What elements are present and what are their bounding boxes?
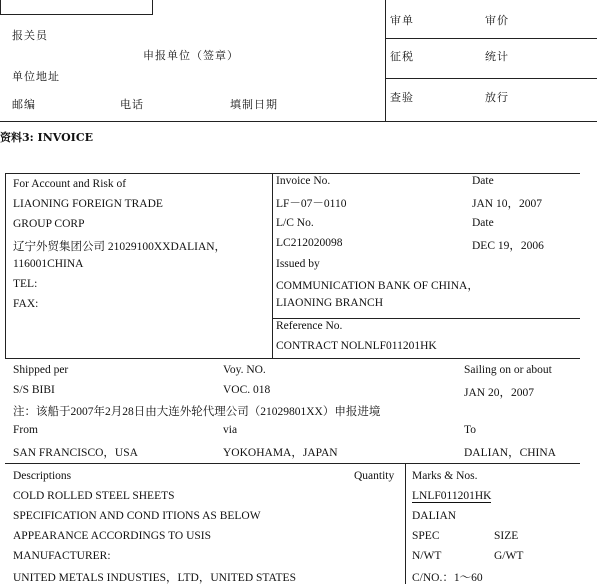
net-weight-label: N/WT xyxy=(412,550,442,562)
description-line: SPECIFICATION AND COND ITIONS AS BELOW xyxy=(13,510,261,522)
lc-no-label: L/C No. xyxy=(276,217,314,229)
account-line: LIAONING FOREIGN TRADE xyxy=(13,198,163,210)
description-line: MANUFACTURER: xyxy=(13,550,111,562)
form-grid-line xyxy=(385,38,597,39)
via-value: YOKOHAMA，JAPAN xyxy=(223,447,338,459)
phone-label: 电话 xyxy=(120,98,144,111)
declarant-label: 报关员 xyxy=(12,29,48,42)
declaring-unit-label: 申报单位（签章） xyxy=(143,49,239,62)
reference-top-line xyxy=(272,318,580,319)
shipped-per: S/S BIBI xyxy=(13,384,55,396)
from-value: SAN FRANCISCO，USA xyxy=(13,447,138,459)
voy-value: VOC. 018 xyxy=(223,384,271,396)
review-label: 审单 xyxy=(390,14,414,27)
release-label: 放行 xyxy=(485,91,509,104)
lc-date-label: Date xyxy=(472,217,494,229)
to-label: To xyxy=(464,424,476,436)
unit-address-label: 单位地址 xyxy=(12,70,60,83)
size-label: SIZE xyxy=(494,530,519,542)
form-bottom-line xyxy=(0,121,597,122)
spec-label: SPEC xyxy=(412,530,440,542)
descriptions-label: Descriptions xyxy=(13,470,72,482)
top-box-bottom-border xyxy=(0,14,153,15)
invoice-no-label: Invoice No. xyxy=(276,175,331,187)
lc-date: DEC 19，2006 xyxy=(472,240,544,252)
marks-label: Marks & Nos. xyxy=(412,470,478,482)
gross-weight-label: G/WT xyxy=(494,550,524,562)
account-line: FAX: xyxy=(13,298,39,310)
carton-numbers: C/NO.：1～60 xyxy=(412,572,483,584)
shipped-per-label: Shipped per xyxy=(13,364,69,376)
description-line: COLD ROLLED STEEL SHEETS xyxy=(13,490,175,502)
issued-by-line: COMMUNICATION BANK OF CHINA， xyxy=(276,280,479,292)
account-line: 116001CHINA xyxy=(13,258,84,270)
shipping-top-line xyxy=(5,358,580,359)
invoice-date-label: Date xyxy=(472,175,494,187)
descriptions-top-line xyxy=(5,463,580,464)
invoice-date: JAN 10，2007 xyxy=(472,198,542,210)
top-box-right-border xyxy=(152,0,153,14)
form-grid-line xyxy=(385,78,597,79)
description-line: UNITED METALS INDUSTIES，LTD，UNITED STATES xyxy=(13,572,296,584)
quantity-label: Quantity xyxy=(354,470,395,482)
account-label: For Account and Risk of xyxy=(13,178,127,190)
marks-divider xyxy=(405,463,406,584)
voy-label: Voy. NO. xyxy=(223,364,266,376)
issued-by-line: LIAONING BRANCH xyxy=(276,297,384,309)
import-note: 注：该船于2007年2月28日由大连外轮代理公司（21029801XX）申报进境 xyxy=(13,406,381,418)
invoice-top-border xyxy=(5,173,580,174)
tax-label: 征税 xyxy=(390,50,414,63)
invoice-column-divider xyxy=(272,173,273,358)
description-line: APPEARANCE ACCORDINGS TO USIS xyxy=(13,530,211,542)
sailing-value: JAN 20，2007 xyxy=(464,387,534,399)
sailing-label: Sailing on or about xyxy=(464,364,552,376)
form-divider xyxy=(385,0,386,122)
invoice-no: LF－07－0110 xyxy=(276,198,347,210)
reference-value: CONTRACT NOLNLF011201HK xyxy=(276,340,437,352)
account-line: GROUP CORP xyxy=(13,218,85,230)
postcode-label: 邮编 xyxy=(12,98,36,111)
account-line: TEL: xyxy=(13,278,38,290)
issued-by-label: Issued by xyxy=(276,258,320,270)
statistics-label: 统计 xyxy=(485,50,509,63)
top-box-left-border xyxy=(0,0,1,14)
via-label: via xyxy=(223,424,238,436)
inspection-label: 查验 xyxy=(390,91,414,104)
fill-date-label: 填制日期 xyxy=(230,98,278,111)
invoice-left-border xyxy=(5,173,6,358)
reference-label: Reference No. xyxy=(276,320,343,332)
lc-no: LC212020098 xyxy=(276,237,343,249)
price-review-label: 审价 xyxy=(485,14,509,27)
marks-city: DALIAN xyxy=(412,510,457,522)
to-value: DALIAN，CHINA xyxy=(464,447,556,459)
section-title: 资料3: INVOICE xyxy=(0,131,93,144)
marks-code: LNLF011201HK xyxy=(412,490,492,502)
account-line: 辽宁外贸集团公司 21029100XXDALIAN， xyxy=(13,241,227,253)
from-label: From xyxy=(13,424,38,436)
